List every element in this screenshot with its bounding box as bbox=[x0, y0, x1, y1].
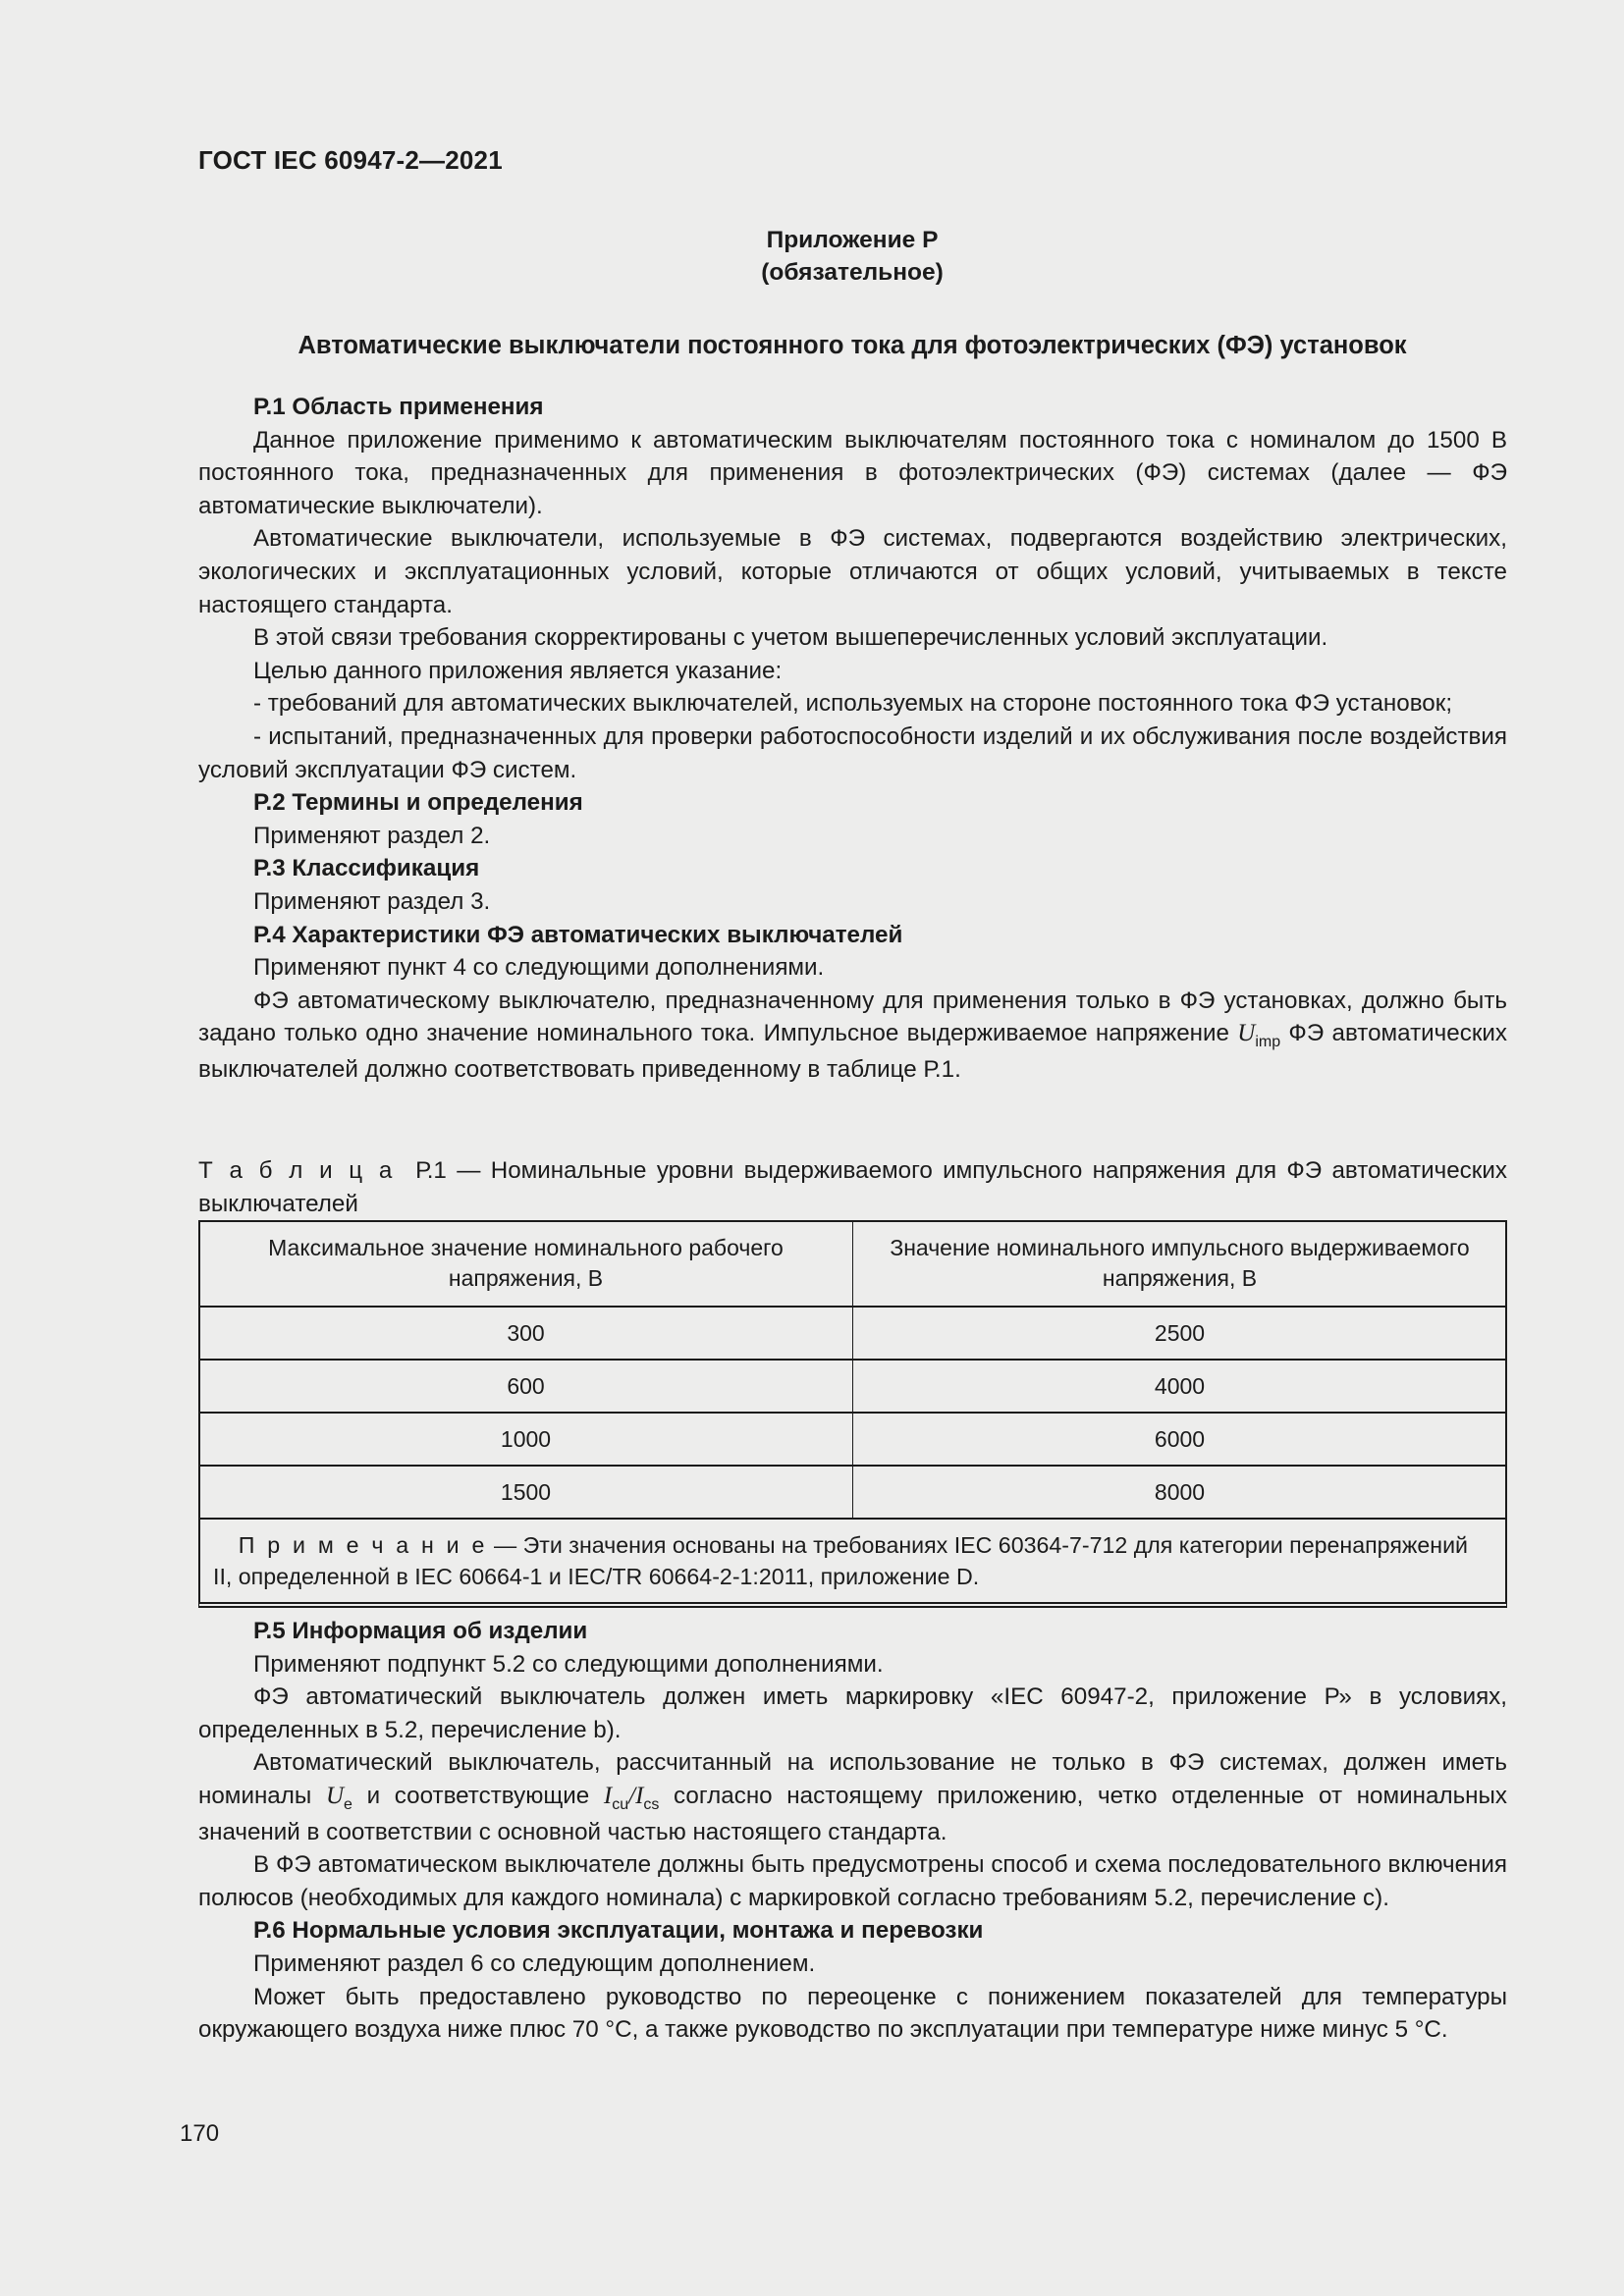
table-note-row bbox=[199, 1519, 1507, 1607]
body-upper bbox=[198, 391, 1507, 1086]
paragraph-p5-3-pre: Автоматический выключатель, рассчитанный на использование не только в ФЭ системах, должен иметь номиналы bbox=[198, 1749, 1507, 1809]
table-row bbox=[199, 1413, 1507, 1466]
table-cell-rated-voltage: 1000 bbox=[199, 1413, 853, 1466]
symbol-ue-subscript: e bbox=[344, 1795, 352, 1813]
paragraph-p5-3-post: согласно настоящему приложению, четко отделенные от номинальных значений в соответствии с основной частью настоящего стандарта. bbox=[198, 1782, 1508, 1845]
table-p1 bbox=[198, 1220, 1507, 1608]
symbol-ics-subscript: cs bbox=[643, 1795, 660, 1813]
annex-status: (обязательное) bbox=[761, 259, 944, 286]
table-caption-number: Р.1 bbox=[415, 1157, 447, 1184]
paragraph-p1-5: - требований для автоматических выключателей, используемых на стороне постоянного тока ФЭ установок; bbox=[253, 690, 1453, 718]
body-lower bbox=[198, 1615, 1507, 2047]
symbol-slash: / bbox=[628, 1782, 636, 1809]
section-heading-p5: Р.5 Информация об изделии bbox=[253, 1618, 588, 1644]
table-cell-rated-voltage: 600 bbox=[199, 1360, 853, 1413]
table-row bbox=[199, 1307, 1507, 1360]
paragraph-p4-2 bbox=[198, 985, 1507, 1087]
table-header-cell-voltage: Максимальное значение номинального рабочего напряжения, В bbox=[199, 1221, 853, 1308]
paragraph-p4-1: Применяют пункт 4 со следующими дополнениями. bbox=[253, 954, 825, 982]
symbol-uimp-subscript: imp bbox=[1255, 1034, 1281, 1051]
table-row bbox=[199, 1466, 1507, 1519]
paragraph-p5-2: ФЭ автоматический выключатель должен иметь маркировку «IEC 60947-2, приложение Р» в условиях, определенных в 5.2, перечисление b). bbox=[198, 1683, 1507, 1743]
paragraph-p1-2: Автоматические выключатели, используемые в ФЭ системах, подвергаются воздействию электрических, экологических и эксплуатационных условий, которые отличаются от общих условий, учитываемых в тексте настоящего стандарта. bbox=[198, 525, 1507, 618]
paragraph-p5-3-mid: и соответствующие bbox=[352, 1782, 604, 1809]
annex-title: Автоматические выключатели постоянного тока для фотоэлектрических (ФЭ) установок bbox=[298, 332, 1407, 359]
table-cell-rated-voltage: 1500 bbox=[199, 1466, 853, 1519]
paragraph-p1-3: В этой связи требования скорректированы с учетом вышеперечисленных условий эксплуатации. bbox=[253, 624, 1328, 652]
annex-label: Приложение Р bbox=[766, 227, 939, 253]
table-header-cell-impulse: Значение номинального импульсного выдерживаемого напряжения, В bbox=[853, 1221, 1507, 1308]
table-cell-impulse-voltage: 8000 bbox=[853, 1466, 1507, 1519]
paragraph-p1-6: - испытаний, предназначенных для проверки работоспособности изделий и их обслуживания после воздействия условий эксплуатации ФЭ систем. bbox=[198, 722, 1507, 783]
table-row bbox=[199, 1360, 1507, 1413]
section-heading-p6: Р.6 Нормальные условия эксплуатации, монтажа и перевозки bbox=[253, 1917, 984, 1945]
paragraph-p2-1: Применяют раздел 2. bbox=[253, 822, 491, 849]
table-p1-wrapper bbox=[198, 1220, 1507, 1608]
table-header-row bbox=[199, 1221, 1507, 1308]
section-heading-p3: Р.3 Классификация bbox=[253, 855, 480, 882]
symbol-ue: U bbox=[325, 1782, 344, 1809]
page-number: 170 bbox=[180, 2120, 220, 2147]
symbol-uimp: U bbox=[1237, 1020, 1256, 1047]
table-caption-label: Т а б л и ц а bbox=[198, 1157, 396, 1184]
paragraph-p4-2-post: ФЭ автоматических выключателей должно соответствовать приведенному в таблице Р.1. bbox=[198, 1020, 1507, 1083]
paragraph-p5-1: Применяют подпункт 5.2 со следующими дополнениями. bbox=[253, 1650, 884, 1678]
section-heading-p4: Р.4 Характеристики ФЭ автоматических выключателей bbox=[253, 921, 903, 948]
symbol-icu: I bbox=[603, 1782, 613, 1809]
table-note-text: — Эти значения основаны на требованиях IEC 60364-7-712 для категории перенапряжений II, определенной в IEC 60664-1 и IEC/TR 60664-2-1:2011, приложение D. bbox=[213, 1532, 1468, 1589]
paragraph-p1-1: Данное приложение применимо к автоматическим выключателям постоянного тока с номиналом до 1500 В постоянного тока, предназначенных для применения в фотоэлектрических (ФЭ) системах (далее — ФЭ автоматические выключатели). bbox=[198, 426, 1507, 519]
paragraph-p3-1: Применяют раздел 3. bbox=[253, 887, 491, 915]
paragraph-p1-4: Целью данного приложения является указание: bbox=[253, 657, 783, 684]
paragraph-p5-4: В ФЭ автоматическом выключателе должны быть предусмотрены способ и схема последовательного включения полюсов (необходимых для каждого номинала) с маркировкой согласно требованиям 5.2, перечисление c). bbox=[198, 1851, 1507, 1911]
symbol-icu-subscript: cu bbox=[612, 1795, 629, 1813]
table-note-label: П р и м е ч а н и е bbox=[238, 1532, 488, 1558]
table-cell-impulse-voltage: 2500 bbox=[853, 1307, 1507, 1360]
table-caption-text: Номинальные уровни выдерживаемого импульсного напряжения для ФЭ автоматических выключателей bbox=[198, 1157, 1507, 1217]
paragraph-p5-3 bbox=[198, 1746, 1507, 1848]
paragraph-p4-2-pre: ФЭ автоматическому выключателю, предназначенному для применения только в ФЭ установках, должно быть задано только одно значение номинального тока. Импульсное выдерживаемое напряжение bbox=[198, 987, 1507, 1047]
section-heading-p2: Р.2 Термины и определения bbox=[253, 789, 583, 817]
table-caption-dash: — bbox=[457, 1157, 481, 1184]
table-cell-impulse-voltage: 4000 bbox=[853, 1360, 1507, 1413]
table-note-cell bbox=[199, 1519, 1507, 1607]
paragraph-p6-1: Применяют раздел 6 со следующим дополнением. bbox=[253, 1949, 816, 1977]
section-heading-p1: Р.1 Область применения bbox=[253, 394, 544, 420]
paragraph-p6-2: Может быть предоставлено руководство по переоценке с понижением показателей для температуры окружающего воздуха ниже плюс 70 °С, а также руководство по эксплуатации при температуре ниже минус 5 °С. bbox=[198, 1983, 1507, 2044]
table-caption bbox=[198, 1154, 1507, 1220]
running-header: ГОСТ IEC 60947-2—2021 bbox=[198, 145, 503, 175]
annex-heading-block bbox=[198, 224, 1506, 362]
table-cell-impulse-voltage: 6000 bbox=[853, 1413, 1507, 1466]
table-cell-rated-voltage: 300 bbox=[199, 1307, 853, 1360]
symbol-ics: I bbox=[635, 1782, 644, 1809]
